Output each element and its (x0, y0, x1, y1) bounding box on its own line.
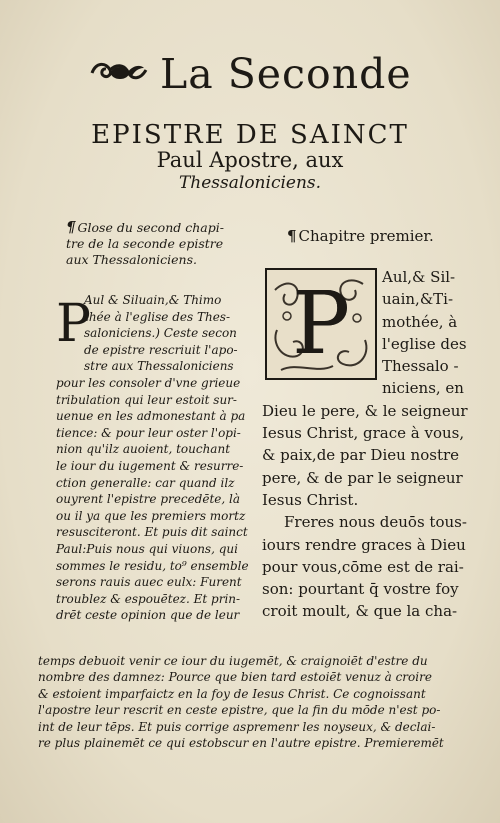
gloss-line: ou il ya que les premiers mortz (56, 508, 246, 523)
chapter-heading (287, 227, 434, 245)
gloss-line: stre aux Thessaloniciens (84, 359, 234, 374)
gloss-line: saloniciens.) Ceste secon (84, 326, 237, 341)
gloss-line: tience: & pour leur oster l'opi- (56, 425, 241, 440)
chapter-line: iours rendre graces à Dieu (262, 535, 466, 554)
gloss-line: troublez & espouētez. Et prin- (56, 591, 241, 606)
gloss-line: Paul:Puis nous qui viuons, qui (56, 541, 238, 556)
pilcrow-mark: ¶ (66, 218, 76, 236)
chapter-line: croit moult, & que la cha- (262, 602, 458, 621)
gloss-line: ction generalle: car quand ilz (56, 475, 235, 490)
gloss-line: drēt ceste opinion que de leur (56, 608, 240, 623)
title-author: Paul Apostre, aux (156, 148, 344, 172)
gloss-line: tribulation qui leur estoit sur- (56, 392, 237, 407)
gloss-continuation-line: & estoient imparfaictz en la foy de Iesus Christ. Ce cognoissant (38, 686, 426, 701)
gloss-column (56, 292, 262, 624)
gloss-line: pour les consoler d'vne grieue (56, 375, 241, 390)
gloss-continuation-line: l'apostre leur rescrit en ceste epistre, que la fin du mōde n'est po- (38, 703, 441, 718)
gloss-line: resusciteront. Et puis dit sainct (56, 525, 248, 540)
chapter-column (262, 266, 472, 623)
gloss-continuation-line: re plus plainemēt ce qui estobscur en l'autre epistre. Premieremēt (38, 736, 444, 751)
gloss-line: ouyrent l'epistre precedēte, là (56, 492, 240, 507)
gloss-continuation-line: nombre des damnez: Pource que bien tard estoiēt venuz à croire (38, 670, 432, 685)
gloss-line: nion qu'ilz auoient, touchant (56, 442, 231, 457)
gloss-line: Aul & Siluain,& Thimo (84, 293, 222, 307)
pilcrow-mark: ¶ (287, 227, 297, 245)
fleuron-ornament-icon (88, 58, 150, 88)
chapter-line: niciens, en (382, 379, 464, 398)
chapter-line: Dieu le pere, & le seigneur (262, 401, 468, 420)
chapter-line: Thessalo - (382, 357, 459, 376)
gloss-heading-line: tre de la seconde epistre (66, 236, 224, 251)
chapter-line: pere, & de par le seigneur (262, 468, 463, 487)
gloss-line: serons rauis auec eulx: Furent (56, 575, 242, 590)
chapter-line: pour vous,cōme est de rai- (262, 557, 464, 576)
gloss-line: sommes le residu, to⁹ ensemble (56, 558, 249, 573)
chapter-line: Aul,& Sil- (382, 268, 456, 286)
title-main: La Seconde (160, 50, 412, 98)
gloss-line: uenue en les admonestant à pa (56, 409, 246, 424)
gloss-line: le iour du iugement & resurre- (56, 458, 244, 473)
chapter-line: son: pourtant q̄ vostre foy (262, 580, 459, 599)
chapter-line: & paix,de par Dieu nostre (262, 446, 460, 465)
gloss-line: thée à l'eglise des Thes- (84, 309, 231, 324)
gloss-continuation-line: temps debuoit venir ce iour du iugemēt, & craignoiēt d'estre du (38, 654, 428, 668)
gloss-heading (66, 219, 266, 268)
chapter-line: l'eglise des (382, 334, 467, 353)
chapter-line: uain,&Ti- (382, 290, 454, 309)
gloss-continuation (38, 653, 468, 751)
gloss-heading-line: aux Thessaloniciens. (66, 252, 197, 267)
initial-letter: P (292, 274, 350, 374)
title-recipients: Thessaloniciens. (178, 173, 322, 193)
gloss-continuation-line: int de leur tēps. Et puis corrige aspremenr les noyseux, & declai- (38, 719, 436, 734)
chapter-line: mothée, à (382, 312, 458, 331)
gloss-heading-line: ¶ Glose du second chapi- (66, 218, 224, 236)
gloss-drop-initial: P (56, 294, 91, 354)
gloss-line: de epistre rescriuit l'apo- (84, 342, 238, 357)
chapter-heading-text: Chapitre premier. (298, 227, 434, 245)
chapter-line: Iesus Christ. (262, 490, 359, 509)
chapter-line: Iesus Christ, grace à vous, (262, 424, 465, 443)
chapter-line: Freres nous deuōs tous- (284, 513, 467, 532)
title-subtitle: EPISTRE DE SAINCT (91, 120, 409, 150)
